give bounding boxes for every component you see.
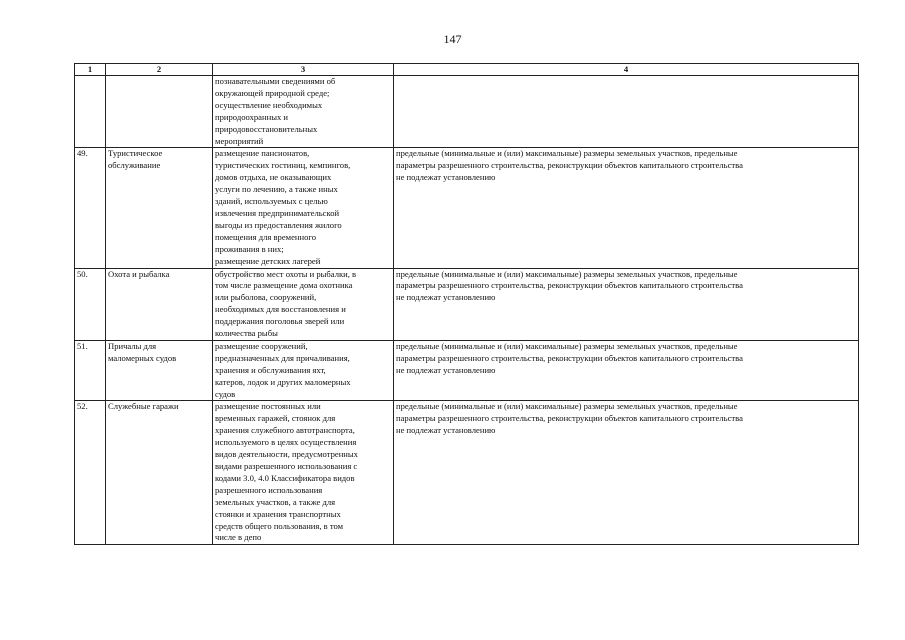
use-type-description-line: природовосстановительных <box>215 123 318 134</box>
header-col-2: 2 <box>106 64 213 76</box>
use-type-description-line: извлечения предпринимательской <box>215 207 340 218</box>
use-type-description-line: земельных участков, а также для <box>215 496 336 507</box>
construction-parameters-line: не подлежат установлению <box>396 172 496 183</box>
row-number <box>75 76 106 148</box>
use-type-description <box>213 340 394 401</box>
construction-parameters-line: предельные (минимальные и (или) максимальные) размеры земельных участков, предельные <box>396 401 738 412</box>
use-type-description-line: размещение постоянных или <box>215 401 321 412</box>
use-type-description-line: количества рыбы <box>215 328 278 339</box>
use-type-description-line: размещение сооружений, <box>215 340 308 351</box>
use-type-description-line: услуги по лечению, а также иных <box>215 184 338 195</box>
construction-parameters-line: предельные (минимальные и (или) максимальные) размеры земельных участков, предельные <box>396 268 738 279</box>
use-type-description-line: средств общего пользования, в том <box>215 520 344 531</box>
use-type-description-line: проживания в них; <box>215 243 284 254</box>
use-type-description-line: помещения для временного <box>215 231 317 242</box>
use-type-description-line: или рыболова, сооружений, <box>215 292 317 303</box>
use-type-description-line: катеров, лодок и других маломерных <box>215 376 351 387</box>
use-type-description-line: стоянки и хранения транспортных <box>215 508 341 519</box>
header-col-4: 4 <box>394 64 859 76</box>
construction-parameters <box>394 401 859 545</box>
construction-parameters-line: не подлежат установлению <box>396 364 496 375</box>
header-col-1: 1 <box>75 64 106 76</box>
use-type-description-line: временных гаражей, стоянок для <box>215 413 336 424</box>
construction-parameters-line: предельные (минимальные и (или) максимальные) размеры земельных участков, предельные <box>396 148 738 159</box>
use-type-name <box>106 340 213 401</box>
table-row <box>75 268 859 340</box>
construction-parameters-line: параметры разрешенного строительства, реконструкции объектов капитального строительства <box>396 160 743 171</box>
construction-parameters-line: предельные (минимальные и (или) максимальные) размеры земельных участков, предельные <box>396 340 738 351</box>
header-col-3: 3 <box>213 64 394 76</box>
row-number: 50. <box>75 268 106 340</box>
construction-parameters <box>394 148 859 268</box>
use-type-name <box>106 401 213 545</box>
use-type-description-line: видами разрешенного использования с <box>215 461 358 471</box>
use-type-description-line: поддержания поголовья зверей или <box>215 316 345 327</box>
use-type-description-line: том числе размещение дома охотника <box>215 280 353 291</box>
row-number: 51. <box>75 340 106 401</box>
construction-parameters-line: не подлежат установлению <box>396 292 496 303</box>
use-type-description-line: размещение пансионатов, <box>215 148 310 159</box>
use-type-description-line: видов деятельности, предусмотренных <box>215 449 358 460</box>
use-type-description-line: хранения служебного автотранспорта, <box>215 425 355 436</box>
construction-parameters <box>394 268 859 340</box>
use-type-description-line: мероприятий <box>215 135 264 146</box>
use-type-description-line: используемого в целях осуществления <box>215 437 357 448</box>
table-row <box>75 340 859 401</box>
construction-parameters <box>394 76 859 148</box>
use-type-description-line: разрешенного использования <box>215 484 323 495</box>
construction-parameters-line: не подлежат установлению <box>396 425 496 436</box>
use-type-name <box>106 76 213 148</box>
table-row <box>75 148 859 268</box>
use-type-name-line: Туристическое <box>108 148 163 159</box>
use-type-description-line: необходимых для восстановления и <box>215 304 346 315</box>
use-type-name <box>106 148 213 268</box>
use-type-description-line: окружающей природной среде; <box>215 87 330 98</box>
use-type-description-line: познавательными сведениями об <box>215 76 336 86</box>
use-type-name-line: маломерных судов <box>108 352 177 363</box>
use-type-description-line: выгоды из предоставления жилого <box>215 219 342 230</box>
use-type-name-line: Причалы для <box>108 340 157 351</box>
use-type-description-line: туристических гостиниц, кемпингов, <box>215 160 351 171</box>
row-number: 49. <box>75 148 106 268</box>
use-type-name-line: Охота и рыбалка <box>108 268 170 279</box>
construction-parameters-line: параметры разрешенного строительства, реконструкции объектов капитального строительства <box>396 280 743 291</box>
table-row <box>75 76 859 148</box>
row-number: 52. <box>75 401 106 545</box>
use-type-description-line: обустройство мест охоты и рыбалки, в <box>215 268 357 279</box>
use-type-description-line: осуществление необходимых <box>215 99 323 110</box>
use-type-name <box>106 268 213 340</box>
use-type-description-line: хранения и обслуживания яхт, <box>215 364 326 375</box>
use-type-description-line: судов <box>215 388 236 399</box>
use-type-name-line: Служебные гаражи <box>108 401 179 412</box>
use-type-description-line: кодами 3.0, 4.0 Классификатора видов <box>215 472 355 483</box>
construction-parameters <box>394 340 859 401</box>
use-type-description <box>213 76 394 148</box>
use-type-description-line: числе в депо <box>215 532 262 543</box>
table-row <box>75 401 859 545</box>
header-row <box>75 64 859 76</box>
construction-parameters-line: параметры разрешенного строительства, реконструкции объектов капитального строительства <box>396 352 743 363</box>
land-use-table <box>74 63 859 545</box>
use-type-description-line: природоохранных и <box>215 111 289 122</box>
table-body <box>75 76 859 545</box>
use-type-description <box>213 148 394 268</box>
use-type-description-line: предназначенных для причаливания, <box>215 352 350 363</box>
construction-parameters-line: параметры разрешенного строительства, реконструкции объектов капитального строительства <box>396 413 743 424</box>
use-type-description <box>213 401 394 545</box>
use-type-description <box>213 268 394 340</box>
use-type-description-line: размещение детских лагерей <box>215 255 321 266</box>
use-type-name-line: обслуживание <box>108 160 161 171</box>
use-type-description-line: зданий, используемых с целью <box>215 196 328 207</box>
page-number: 147 <box>443 32 462 46</box>
use-type-description-line: домов отдыха, не оказывающих <box>215 172 332 183</box>
